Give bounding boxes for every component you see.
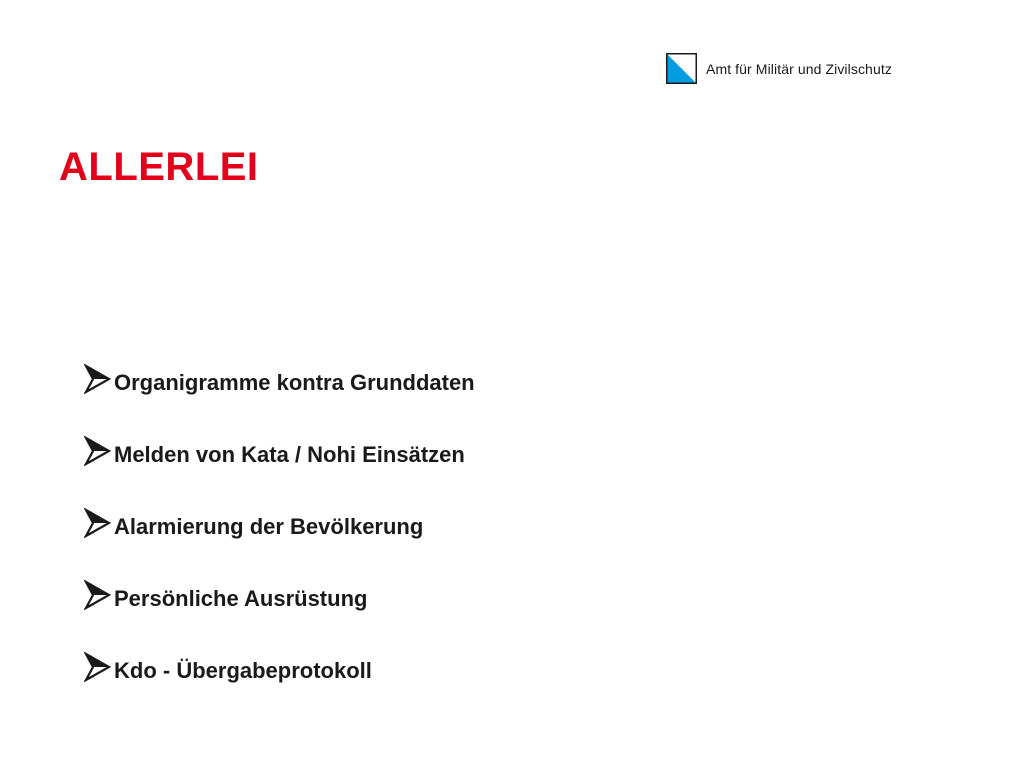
bullet-text: Alarmierung der Bevölkerung — [114, 514, 424, 539]
bullet-text: Persönliche Ausrüstung — [114, 586, 368, 611]
list-item — [84, 415, 475, 487]
bullet-list — [84, 343, 475, 703]
arrowhead-bullet-icon — [84, 652, 111, 682]
organization-name: Amt für Militär und Zivilschutz — [706, 60, 892, 77]
bullet-text: Melden von Kata / Nohi Einsätzen — [114, 442, 465, 467]
slide-title: ALLERLEI — [59, 145, 259, 189]
list-item — [84, 559, 475, 631]
arrowhead-bullet-icon — [84, 580, 111, 610]
bullet-text: Kdo - Übergabeprotokoll — [114, 658, 372, 683]
arrowhead-bullet-icon — [84, 436, 111, 466]
arrowhead-bullet-icon — [84, 508, 111, 538]
header-logo — [666, 53, 892, 84]
list-item — [84, 631, 475, 703]
bullet-text: Organigramme kontra Grunddaten — [114, 370, 475, 395]
zurich-canton-shield-icon — [666, 53, 697, 84]
list-item — [84, 487, 475, 559]
list-item — [84, 343, 475, 415]
arrowhead-bullet-icon — [84, 364, 111, 394]
